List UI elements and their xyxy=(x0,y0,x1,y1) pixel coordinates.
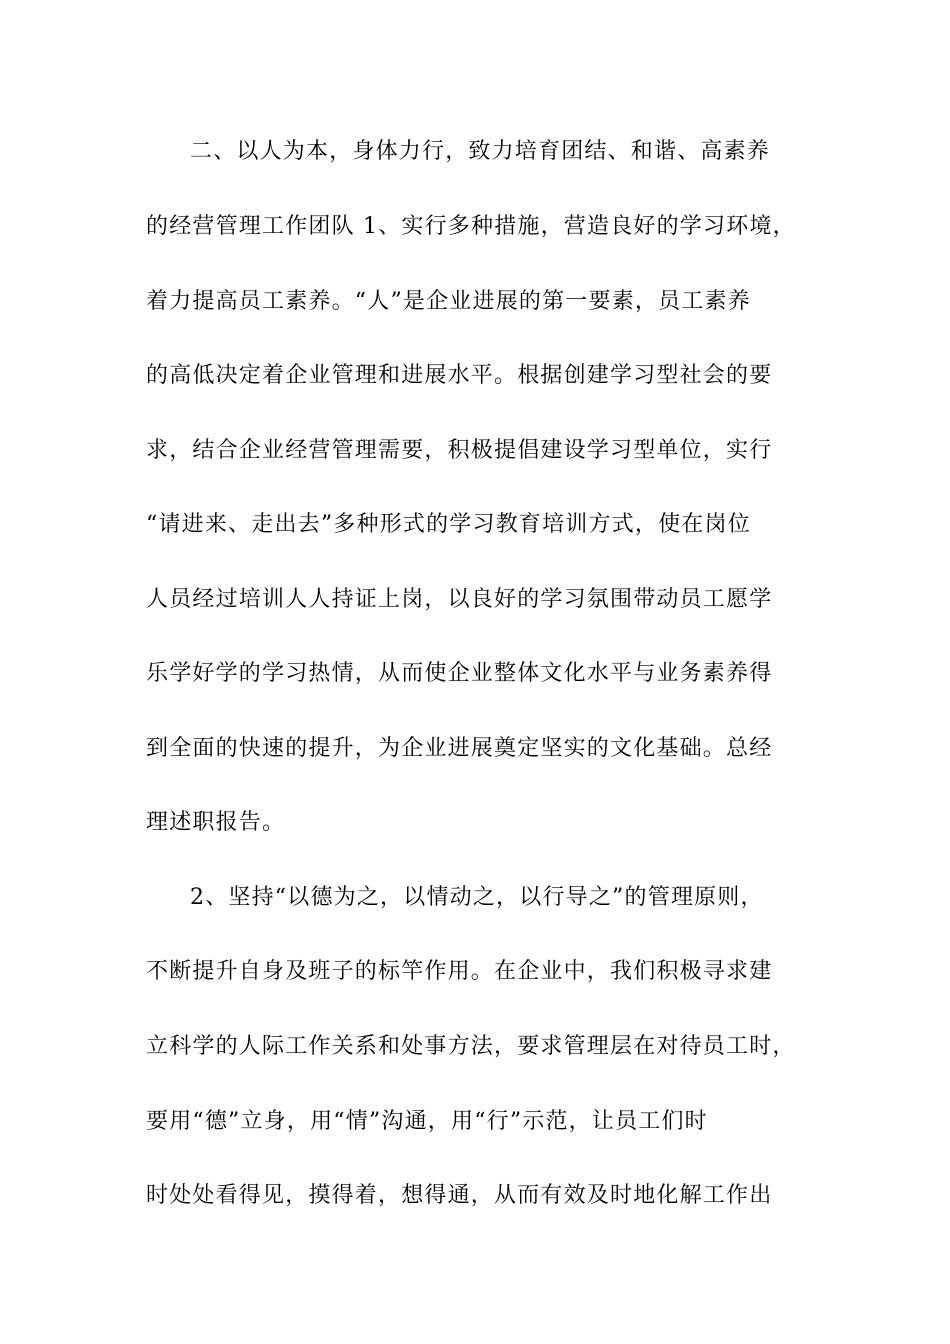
paragraph-2-line-4: 要用“德”立身，用“情”沟通，用“行”示范，让员工们时 xyxy=(146,1109,708,1134)
paragraph-1-line-1: 二、以人为本，身体力行，致力培育团结、和谐、高素养 xyxy=(190,139,771,164)
paragraph-1-line-5: 求，结合企业经营管理需要，积极提倡建设学习型单位，实行 xyxy=(146,438,773,463)
paragraph-1-line-10: 理述职报告。 xyxy=(146,810,286,835)
paragraph-1-line-7: 人员经过培训人人持证上岗，以良好的学习氛围带动员工愿学 xyxy=(146,587,773,612)
paragraph-2-line-3: 立科学的人际工作关系和处事方法，要求管理层在对待员工时， xyxy=(146,1034,796,1059)
paragraph-1-line-9: 到全面的快速的提升，为企业进展奠定坚实的文化基础。总经 xyxy=(146,736,773,761)
paragraph-2-line-5: 时处处看得见，摸得着，想得通，从而有效及时地化解工作出 xyxy=(146,1183,773,1208)
paragraph-1-line-6: “请进来、走出去”多种形式的学习教育培训方式，使在岗位 xyxy=(146,512,751,537)
paragraph-2-line-1: 2、坚持“以德为之，以情动之，以行导之”的管理原则， xyxy=(190,885,764,910)
paragraph-1-line-2: 的经营管理工作团队 1、实行多种措施，营造良好的学习环境， xyxy=(146,214,796,239)
paragraph-1-line-4: 的高低决定着企业管理和进展水平。根据创建学习型社会的要 xyxy=(146,363,773,388)
paragraph-2-line-2: 不断提升自身及班子的标竿作用。在企业中，我们积极寻求建 xyxy=(146,959,773,984)
paragraph-1-line-8: 乐学好学的学习热情，从而使企业整体文化水平与业务素养得 xyxy=(146,661,773,686)
paragraph-1-line-3: 着力提高员工素养。“人”是企业进展的第一要素，员工素养 xyxy=(146,289,751,314)
